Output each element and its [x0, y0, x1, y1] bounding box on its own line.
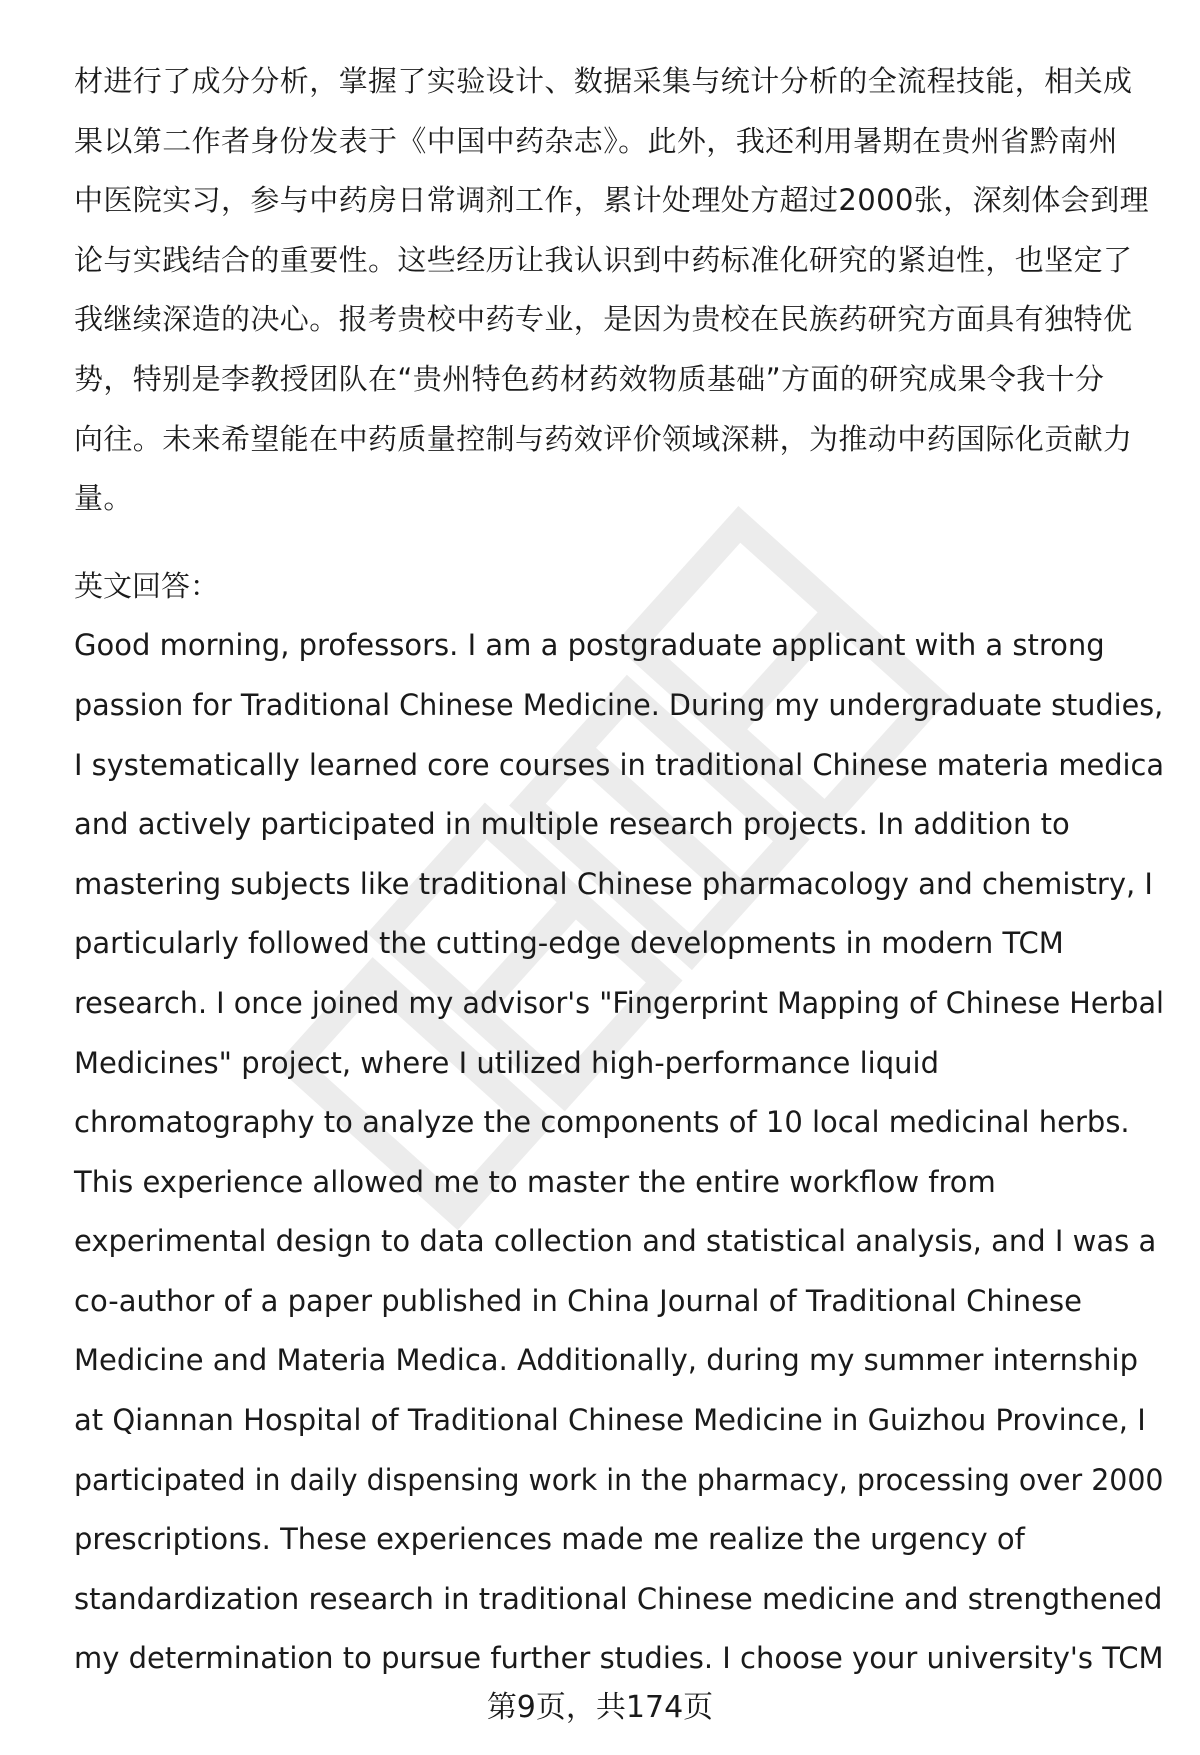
english-answer-line: Good morning, professors. I am a postgraduate applicant with a strong	[74, 628, 1105, 663]
english-answer-line: participated in daily dispensing work in the pharmacy, processing over 2000	[74, 1462, 1164, 1497]
chinese-answer-line: 果以第二作者身份发表于《中国中药杂志》。此外，我还利用暑期在贵州省黔南州	[74, 123, 1118, 158]
english-answer-line: particularly followed the cutting-edge developments in modern TCM	[74, 926, 1064, 961]
english-answer-line: co-author of a paper published in China Journal of Traditional Chinese	[74, 1283, 1082, 1318]
chinese-answer-line: 中医院实习，参与中药房日常调剂工作，累计处理处方超过2000张，深刻体会到理	[74, 183, 1150, 218]
english-answer-line: standardization research in traditional Chinese medicine and strengthened	[74, 1581, 1163, 1616]
english-answer-line: Medicines" project, where I utilized high-performance liquid	[74, 1045, 939, 1080]
chinese-answer-line: 论与实践结合的重要性。这些经历让我认识到中药标准化研究的紧迫性，也坚定了	[74, 242, 1133, 277]
english-answer-line: This experience allowed me to master the entire workflow from	[74, 1164, 996, 1199]
english-answer-line: and actively participated in multiple research projects. In addition to	[74, 807, 1070, 842]
english-answer-line: my determination to pursue further studies. I choose your university's TCM	[74, 1641, 1164, 1676]
chinese-answer-line: 我继续深造的决心。报考贵校中药专业，是因为贵校在民族药研究方面具有独特优	[74, 302, 1133, 337]
english-answer-heading: 英文回答：	[74, 568, 220, 603]
english-answer-line: mastering subjects like traditional Chinese pharmacology and chemistry, I	[74, 866, 1153, 901]
english-answer-line: chromatography to analyze the components of 10 local medicinal herbs.	[74, 1105, 1130, 1140]
chinese-answer-line: 向往。未来希望能在中药质量控制与药效评价领域深耕，为推动中药国际化贡献力	[74, 421, 1133, 456]
chinese-answer-line: 材进行了成分分析，掌握了实验设计、数据采集与统计分析的全流程技能，相关成	[74, 64, 1133, 98]
document-body	[74, 52, 1164, 1689]
chinese-answer-line: 量。	[74, 481, 133, 516]
english-answer-line: prescriptions. These experiences made me realize the urgency of	[74, 1522, 1025, 1557]
chinese-answer-line: 势，特别是李教授团队在“贵州特色药材药效物质基础”方面的研究成果令我十分	[74, 361, 1105, 396]
page-footer: 第9页，共174页	[486, 1690, 714, 1725]
english-answer-line: I systematically learned core courses in traditional Chinese materia medica	[74, 747, 1165, 782]
english-answer-line: research. I once joined my advisor's "Fingerprint Mapping of Chinese Herbal	[74, 985, 1164, 1020]
english-answer-line: passion for Traditional Chinese Medicine. During my undergraduate studies,	[74, 687, 1164, 722]
english-answer-line: at Qiannan Hospital of Traditional Chinese Medicine in Guizhou Province, I	[74, 1403, 1146, 1438]
english-answer-line: Medicine and Materia Medica. Additionally, during my summer internship	[74, 1343, 1139, 1378]
english-answer-line: experimental design to data collection and statistical analysis, and I was a	[74, 1224, 1157, 1259]
